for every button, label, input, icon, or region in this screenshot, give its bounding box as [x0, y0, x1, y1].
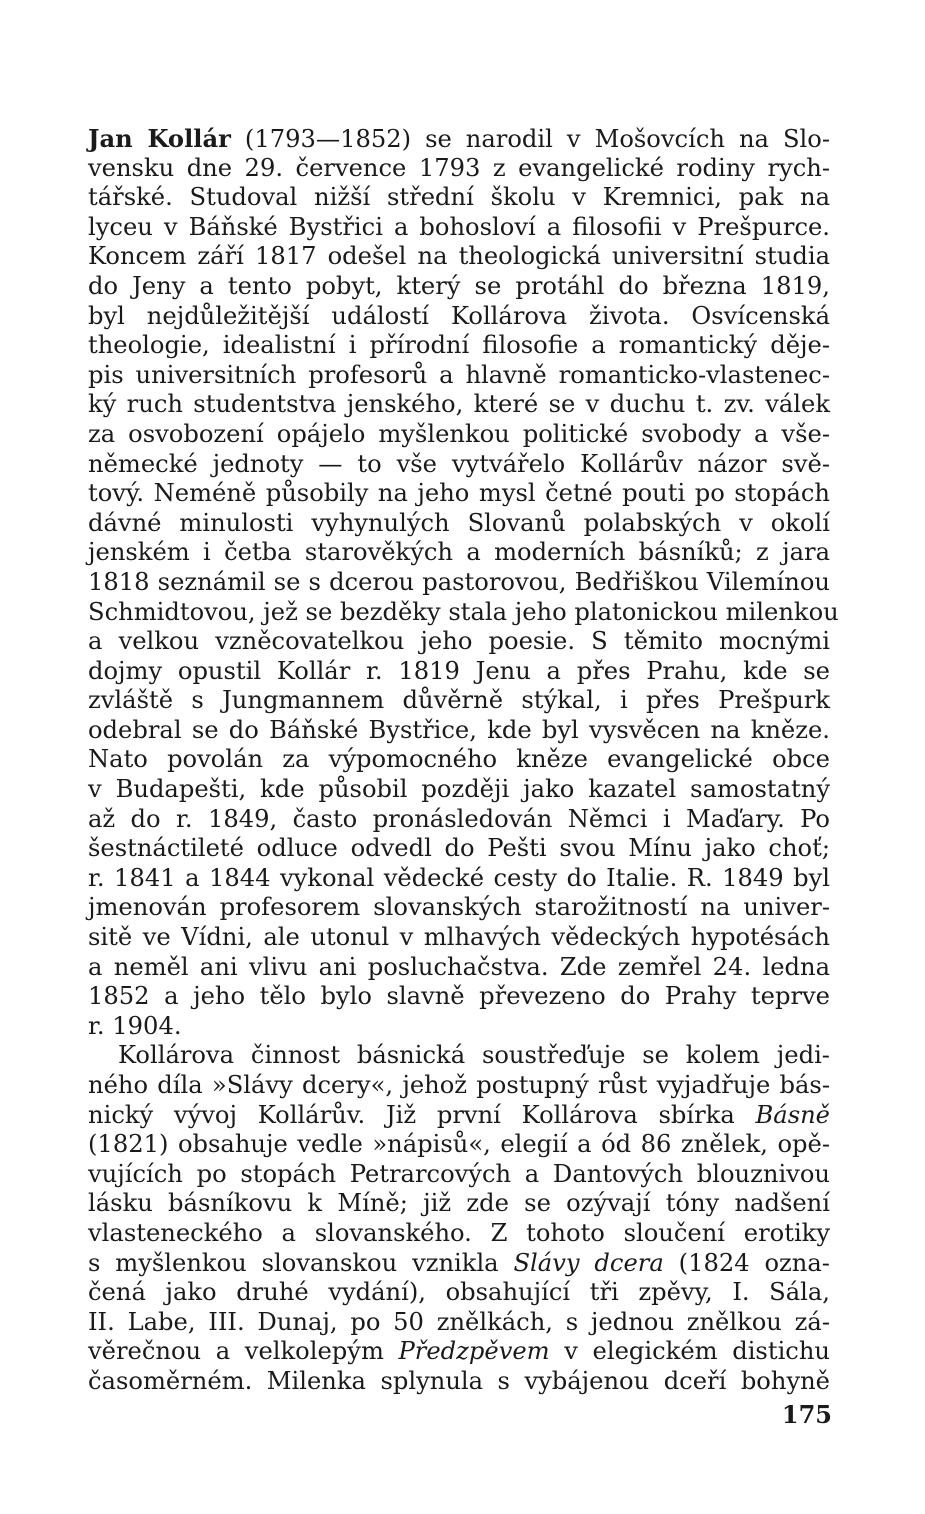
- text-line: a velkou vzněcovatelkou jeho poesie. S těmito mocnými: [88, 627, 830, 656]
- paragraph-poetry: [88, 1041, 830, 1396]
- text-line: 1818 seznámil se s dcerou pastorovou, Bedřiškou Vilemínou: [88, 567, 830, 596]
- text-line: věrečnou a velkolepým Předzpěvem v elegickém distichu: [88, 1337, 831, 1366]
- text-line: sitě ve Vídni, ale utonul v mlhavých vědeckých hypotésách: [88, 923, 830, 952]
- text-line: v Budapešti, kde působil později jako kazatel samostatný: [88, 775, 830, 804]
- text-line: Schmidtovou, jež se bezděky stala jeho platonickou milenkou: [88, 597, 839, 626]
- text-line: r. 1841 a 1844 vykonal vědecké cesty do Italie. R. 1849 byl: [88, 863, 830, 892]
- text-line: do Jeny a tento pobyt, který se protáhl do března 1819,: [88, 271, 830, 300]
- text-line: ký ruch studentstva jenského, které se v duchu t. zv. válek: [88, 390, 830, 419]
- text-line: jmenován profesorem slovanských starožitností na univer-: [88, 893, 830, 922]
- text-line: Koncem září 1817 odešel na theologická universitní studia: [88, 242, 830, 271]
- body-text: [88, 124, 839, 1397]
- text-line: (1821) obsahuje vedle »nápisů«, elegií a ód 86 znělek, opě-: [88, 1130, 830, 1159]
- text-line: vlasteneckého a slovanského. Z tohoto sloučení erotiky: [88, 1218, 830, 1247]
- text-line: nický vývoj Kollárův. Již první Kollárova sbírka Básně: [88, 1100, 830, 1129]
- text-line: dávné minulosti vyhynulých Slovanů polabských v okolí: [88, 508, 830, 537]
- text-line: jenském i četba starověkých a moderních básníků; z jara: [88, 538, 830, 567]
- text-line: časoměrném. Milenka splynula s vybájenou dceří bohyně: [88, 1366, 830, 1395]
- work-title-slavy-dcera: Slávy dcera: [513, 1248, 664, 1277]
- text-line: šestnáctileté odluce odvedl do Pešti svou Mínu jako choť;: [88, 834, 830, 863]
- text-line: vujících po stopách Petrarcových a Dantových blouznivou: [88, 1159, 830, 1188]
- text-line: odebral se do Báňské Bystřice, kde byl vysvěcen na kněze.: [88, 715, 830, 744]
- work-title-basne: Básně: [755, 1100, 830, 1129]
- text-line: až do r. 1849, často pronásledován Němci i Maďary. Po: [88, 804, 830, 833]
- text-line: zvláště s Jungmannem důvěrně stýkal, i přes Prešpurk: [88, 686, 830, 715]
- text-line: 1852 a jeho tělo bylo slavně převezeno do Prahy teprve: [88, 982, 830, 1011]
- text-line: Kollárova činnost básnická soustřeďuje se kolem jedi-: [118, 1041, 830, 1070]
- page-number: 175: [781, 1400, 832, 1429]
- text-line: byl nejdůležitější událostí Kollárova života. Osvícenská: [88, 301, 830, 330]
- paragraph-biography: [88, 124, 839, 1041]
- text-line: tový. Neméně působily na jeho mysl četné pouti po stopách: [88, 479, 830, 508]
- text-line-last: r. 1904.: [88, 1011, 182, 1040]
- text-line: pis universitních profesorů a hlavně romanticko-vlastenec-: [88, 360, 830, 389]
- text-line: lyceu v Báňské Bystřici a bohosloví a filosofii v Prešpurce.: [88, 212, 830, 241]
- text-line: dojmy opustil Kollár r. 1819 Jenu a přes Prahu, kde se: [88, 656, 830, 685]
- work-title-predzpev: Předzpěvem: [398, 1337, 550, 1366]
- text-line: Nato povolán za výpomocného kněze evangelické obce: [88, 745, 830, 774]
- text-line: německé jednoty — to vše vytvářelo Kollárův názor svě-: [88, 449, 830, 478]
- text-line: s myšlenkou slovanskou vznikla Slávy dcera (1824 ozna-: [88, 1248, 830, 1277]
- text-line: tářské. Studoval nižší střední školu v Kremnici, pak na: [88, 183, 830, 212]
- text-line: a neměl ani vlivu ani posluchačstva. Zde zemřel 24. ledna: [88, 952, 830, 981]
- text-line: vensku dne 29. července 1793 z evangelické rodiny rych-: [88, 153, 830, 182]
- text-line: lásku básníkovu k Míně; již zde se ozývají tóny nadšení: [88, 1189, 830, 1218]
- text-line: Jan Kollár (1793—1852) se narodil v Mošovcích na Slo-: [88, 124, 831, 153]
- author-name: Jan Kollár: [88, 124, 231, 153]
- text-line: za osvobození opájelo myšlenkou politické svobody a vše-: [88, 419, 830, 448]
- text-line: II. Labe, III. Dunaj, po 50 znělkách, s jednou znělkou zá-: [88, 1307, 830, 1336]
- text-line: čená jako druhé vydání), obsahující tři zpěvy, I. Sála,: [88, 1278, 830, 1307]
- text-line: ného díla »Slávy dcery«, jehož postupný růst vyjadřuje bás-: [88, 1071, 830, 1099]
- text-line: theologie, idealistní i přírodní filosofie a romantický děje-: [88, 331, 830, 360]
